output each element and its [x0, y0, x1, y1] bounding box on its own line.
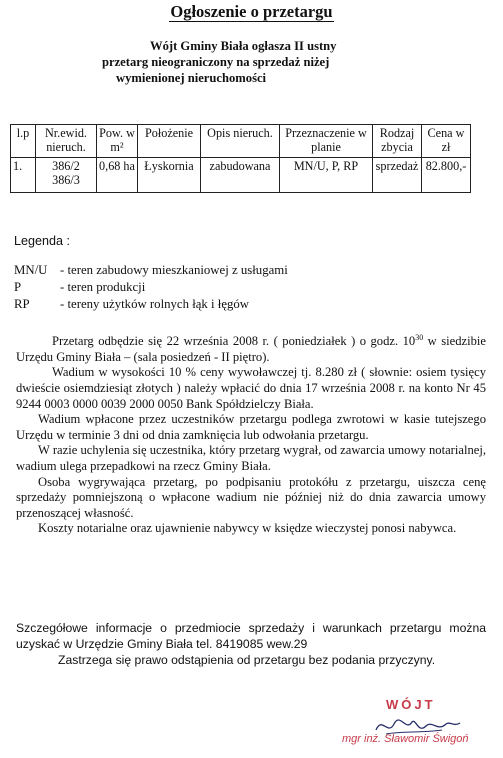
stamp-title: WÓJT	[386, 697, 436, 712]
col-pow: Pow. w m²	[97, 125, 138, 158]
cell-przeznaczenie: MN/U, P, RP	[280, 158, 373, 193]
cell-nr-ewid: 386/2 386/3	[36, 158, 97, 193]
legend-code: MN/U	[14, 263, 48, 277]
col-nr-ewid: Nr.ewid. nieruch.	[36, 125, 97, 158]
col-lp: l.p	[11, 125, 36, 158]
paragraph-forfeit: W razie uchylenia się uczestnika, który przetarg wygrał, od zawarcia umowy notarialnej, wadium ulega przepadkowi na rzecz Gminy Biała.	[16, 443, 486, 473]
paragraph-costs: Koszty notarialne oraz ujawnienie nabywcy w księdze wieczystej ponosi nabywca.	[38, 521, 457, 536]
stamp-name: mgr inż. Sławomir Świgoń	[342, 733, 469, 745]
cell-opis: zabudowana	[201, 158, 280, 193]
legend-desc: - teren zabudowy mieszkaniowej z usługami	[60, 263, 288, 277]
time-minutes: 30	[415, 333, 424, 342]
intro-line-3: wymienionej nieruchomości	[116, 71, 267, 85]
intro-line-1: Wójt Gminy Biała ogłasza II ustny	[150, 39, 337, 53]
legend-item	[14, 296, 288, 313]
legend-heading: Legenda :	[14, 234, 71, 248]
legend-desc: - tereny użytków rolnych łąk i łęgów	[60, 297, 250, 311]
closing-block	[16, 620, 486, 668]
legend-code: P	[14, 280, 22, 294]
venue-text: w siedzibie Urzędu Gminy Biała – (sala posiedzeń - II piętro).	[16, 334, 486, 364]
cell-lp: 1.	[11, 158, 36, 193]
legend-code: RP	[14, 297, 30, 311]
col-rodzaj: Rodzaj zbycia	[373, 125, 422, 158]
col-polozenie: Położenie	[138, 125, 201, 158]
date-text: Przetarg odbędzie się 22 września 2008 r. ( poniedziałek ) o godz. 10	[52, 334, 416, 349]
title-text: Ogłoszenie o przetargu	[170, 2, 333, 21]
table-header-row	[11, 125, 471, 158]
legend-item	[14, 279, 288, 296]
legend-item	[14, 262, 288, 279]
paragraph-date	[16, 330, 486, 365]
intro-block	[90, 38, 473, 86]
cell-rodzaj: sprzedaż	[373, 158, 422, 193]
legend-list	[14, 262, 288, 313]
property-table	[10, 124, 471, 193]
col-opis: Opis nieruch.	[201, 125, 280, 158]
announcement-body	[16, 330, 486, 537]
legend-desc: - teren produkcji	[60, 280, 146, 294]
paragraph-reserve: Zastrzega się prawo odstąpienia od przetargu bez podania przyczyny.	[58, 653, 436, 667]
page-title	[0, 2, 503, 22]
table-row	[11, 158, 471, 193]
paragraph-deposit: Wadium w wysokości 10 % ceny wywoławczej tj. 8.280 zł ( słownie: osiem tysięcy dwieście osiemdziesiąt złotych ) należy wpłacić do dnia 17 września 2008 r. na konto Nr 45 9244 0003 0000 0039 2000 0050 Bank Spółdzielczy Biała.	[16, 365, 486, 411]
cell-cena: 82.800,-	[422, 158, 471, 193]
paragraph-payment: Osoba wygrywająca przetarg, po podpisaniu protokółu z przetargu, uiszcza cenę sprzedaży pomniejszoną o wpłacone wadium nie później niż do dnia zawarcia umowy przenoszącej własność.	[16, 474, 486, 520]
col-przeznaczenie: Przeznaczenie w planie	[280, 125, 373, 158]
cell-pow: 0,68 ha	[97, 158, 138, 193]
col-cena: Cena w zł	[422, 125, 471, 158]
paragraph-info: Szczegółowe informacje o przedmiocie sprzedaży i warunkach przetargu można uzyskać w Urzędzie Gminy Biała tel. 8419085 wew.29	[16, 621, 486, 651]
intro-line-2: przetarg nieograniczony na sprzedaż niżej	[102, 55, 330, 69]
paragraph-refund: Wadium wpłacone przez uczestników przetargu podlega zwrotowi w kasie tutejszego Urzędu w terminie 3 dni od dnia zamknięcia lub odwołania przetargu.	[16, 412, 486, 442]
cell-polozenie: Łyskornia	[138, 158, 201, 193]
